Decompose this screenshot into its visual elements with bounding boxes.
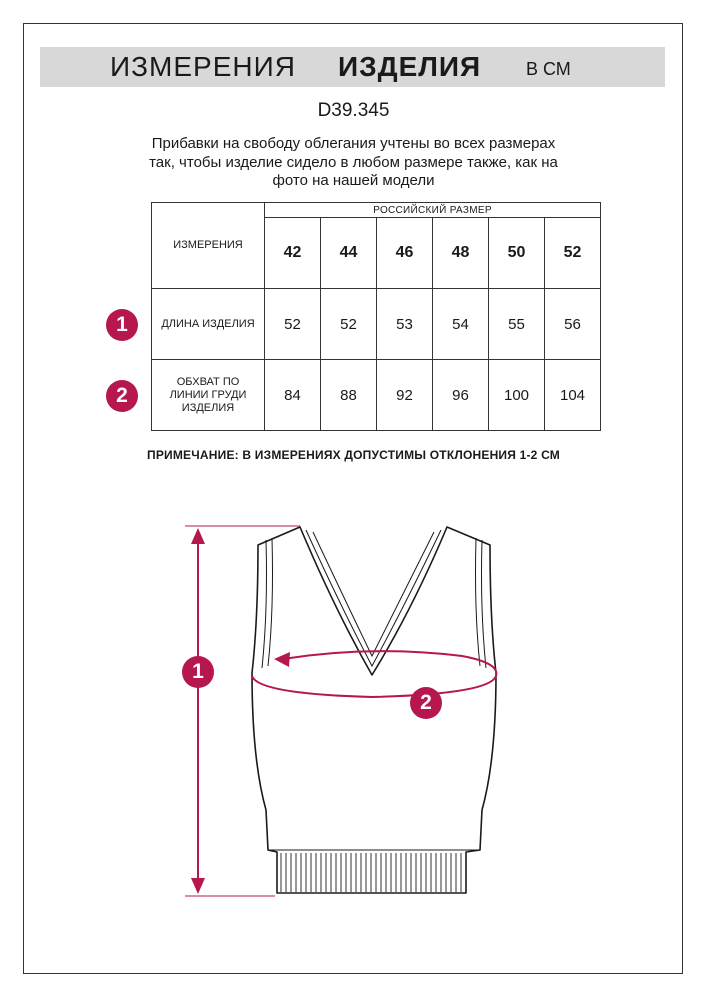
title-word-2: ИЗДЕЛИЯ: [338, 51, 482, 82]
size-header: 44: [321, 218, 377, 289]
neckline-rib: [306, 530, 441, 666]
table-cell: 53: [377, 289, 433, 360]
size-group-header: РОССИЙСКИЙ РАЗМЕР: [265, 203, 601, 218]
table-cell: 96: [433, 360, 489, 431]
size-header: 42: [265, 218, 321, 289]
title-word-1: ИЗМЕРЕНИЯ: [110, 51, 296, 82]
chest-marker: 2: [410, 687, 442, 719]
chest-measure: [252, 651, 496, 697]
length-marker: 1: [182, 656, 214, 688]
size-header: 46: [377, 218, 433, 289]
row-label-length: ДЛИНА ИЗДЕЛИЯ: [152, 289, 265, 360]
vest-outline: [252, 527, 496, 893]
table-cell: 84: [265, 360, 321, 431]
fit-note-line: Прибавки на свободу облегания учтены во всех размерах: [151, 135, 556, 152]
table-cell: 52: [265, 289, 321, 360]
fit-note-line: фото на нашей модели: [272, 172, 435, 189]
table-cell: 92: [377, 360, 433, 431]
row-label-line: ИЗДЕЛИЯ: [181, 401, 235, 414]
corner-label: ИЗМЕРЕНИЯ: [152, 203, 265, 289]
table-cell: 88: [321, 360, 377, 431]
row-label-line: ОБХВАТ ПО: [176, 375, 240, 388]
title-unit: В СМ: [526, 59, 571, 79]
table-cell: 52: [321, 289, 377, 360]
row-number-badge-2: 2: [106, 380, 138, 412]
row-label-line: ЛИНИИ ГРУДИ: [169, 388, 247, 401]
size-header: 52: [545, 218, 601, 289]
armhole-rib: [262, 538, 486, 668]
length-measure: [185, 526, 300, 896]
table-cell: 104: [545, 360, 601, 431]
table-cell: 55: [489, 289, 545, 360]
tolerance-remark: ПРИМЕЧАНИЕ: В ИЗМЕРЕНИЯХ ДОПУСТИМЫ ОТКЛОНЕНИЯ 1-2 СМ: [147, 448, 560, 462]
hem-rib: [268, 850, 480, 892]
size-header: 48: [433, 218, 489, 289]
table-cell: 100: [489, 360, 545, 431]
fit-note-line: так, чтобы изделие сидело в любом размере также, как на: [149, 153, 558, 171]
table-cell: 54: [433, 289, 489, 360]
article-code: D39.345: [317, 100, 390, 121]
size-header: 50: [489, 218, 545, 289]
row-number-badge-1: 1: [106, 309, 138, 341]
table-cell: 56: [545, 289, 601, 360]
